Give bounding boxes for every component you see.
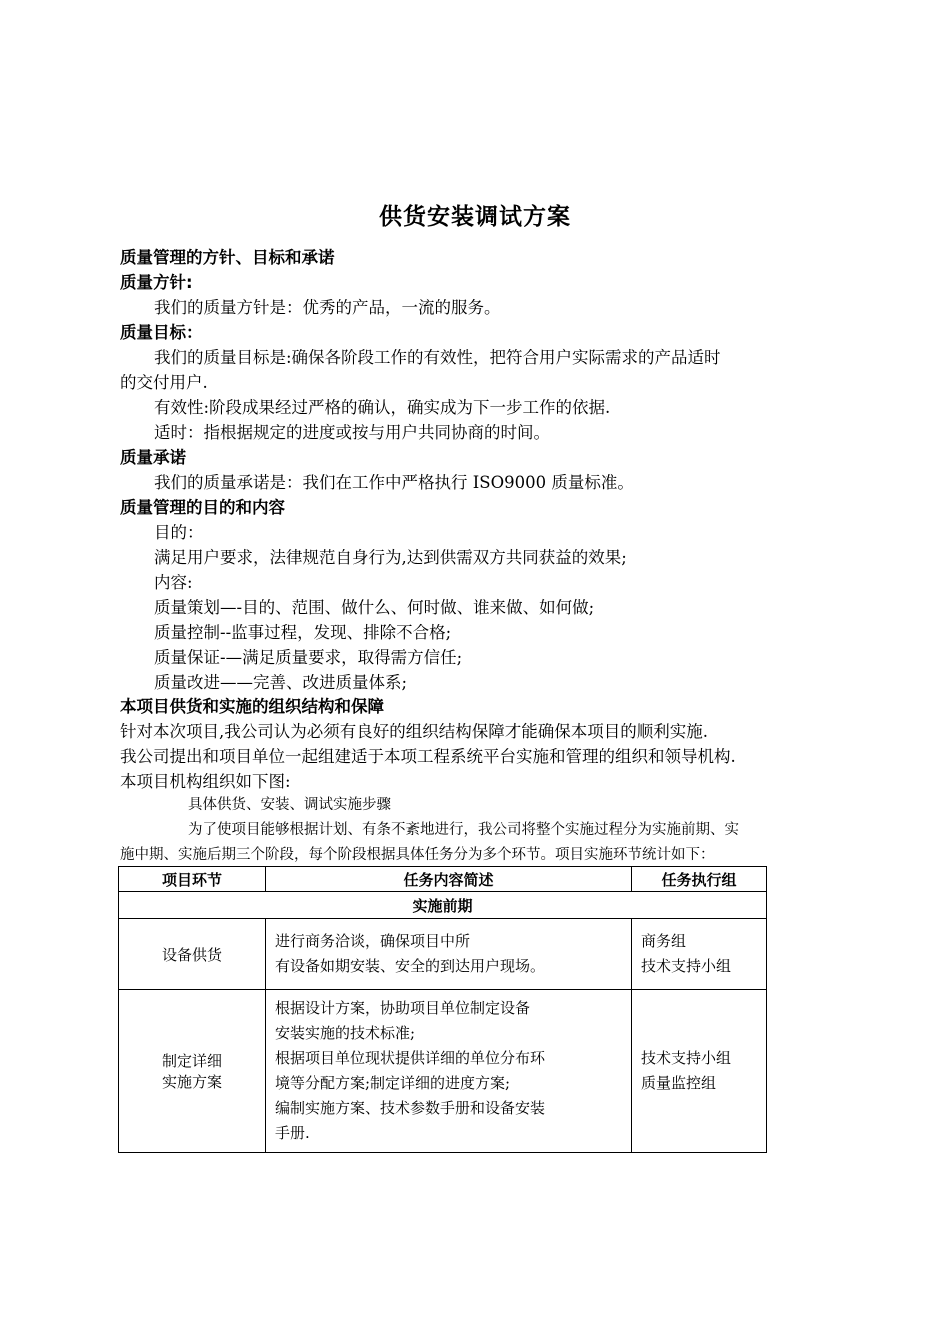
task-line: 有设备如期安装、安全的到达用户现场。	[275, 957, 546, 975]
group-cell	[632, 919, 767, 990]
section-heading-purpose-content: 质量管理的目的和内容	[120, 498, 285, 517]
commitment-text: 我们的质量承诺是：我们在工作中严格执行 ISO9000 质量标准。	[154, 473, 634, 492]
tasks-cell	[266, 919, 632, 990]
task-line: 手册.	[275, 1124, 310, 1142]
implementation-steps-table	[118, 866, 767, 1153]
header-step: 项目环节	[119, 867, 266, 892]
header-tasks: 任务内容简述	[266, 867, 632, 892]
task-line: 境等分配方案;制定详细的进度方案;	[275, 1074, 511, 1092]
tasks-cell	[266, 990, 632, 1153]
step-cell	[119, 990, 266, 1153]
table-row	[119, 919, 767, 990]
purpose-label: 目的：	[154, 523, 204, 542]
content-item: 质量改进——完善、改进质量体系;	[154, 673, 408, 692]
step-text: 设备供货	[161, 945, 222, 964]
group-line: 商务组	[641, 932, 687, 950]
steps-text-line-1: 为了使项目能够根据计划、有条不紊地进行，我公司将整个实施过程分为实施前期、实	[188, 822, 739, 838]
effectiveness-text: 有效性:阶段成果经过严格的确认，确实成为下一步工作的依据.	[154, 398, 611, 417]
policy-heading: 质量方针:	[120, 273, 193, 292]
section-heading-quality-management: 质量管理的方针、目标和承诺	[120, 248, 335, 267]
purpose-text: 满足用户要求，法律规范自身行为,达到供需双方共同获益的效果;	[154, 548, 627, 567]
table-row	[119, 990, 767, 1153]
task-line: 编制实施方案、技术参数手册和设备安装	[275, 1099, 546, 1117]
commitment-heading: 质量承诺	[120, 448, 186, 467]
group-line: 技术支持小组	[641, 957, 732, 975]
task-line: 根据设计方案，协助项目单位制定设备	[275, 999, 531, 1017]
step-text: 制定详细	[161, 1052, 222, 1070]
group-cell	[632, 990, 767, 1153]
organization-text-line-3: 本项目机构组织如下图:	[120, 772, 291, 791]
organization-text-line-2: 我公司提出和项目单位一起组建适于本项工程系统平台实施和管理的组织和领导机构.	[120, 747, 736, 766]
content-label: 内容:	[154, 573, 193, 592]
goal-heading: 质量目标：	[120, 323, 203, 342]
goal-text-line-1: 我们的质量目标是:确保各阶段工作的有效性，把符合用户实际需求的产品适时	[154, 348, 721, 367]
table-header-row	[119, 867, 767, 892]
group-line: 技术支持小组	[641, 1049, 732, 1067]
phase-label: 实施前期	[119, 892, 767, 919]
timeliness-text: 适时：指根据规定的进度或按与用户共同协商的时间。	[154, 423, 550, 442]
content-item: 质量保证-—满足质量要求，取得需方信任;	[154, 648, 463, 667]
content-item: 质量策划—-目的、范围、做什么、何时做、谁来做、如何做;	[154, 598, 595, 617]
content-item: 质量控制--监事过程，发现、排除不合格;	[154, 623, 452, 642]
step-cell	[119, 919, 266, 990]
task-line: 安装实施的技术标准;	[275, 1024, 416, 1042]
organization-text-line-1: 针对本次项目,我公司认为必须有良好的组织结构保障才能确保本项目的顺利实施.	[120, 722, 708, 741]
section-heading-organization: 本项目供货和实施的组织结构和保障	[120, 697, 384, 716]
header-group: 任务执行组	[632, 867, 767, 892]
goal-text-line-2: 的交付用户.	[120, 373, 208, 392]
steps-heading: 具体供货、安装、调试实施步骤	[188, 797, 391, 813]
policy-text: 我们的质量方针是：优秀的产品，一流的服务。	[154, 298, 501, 317]
document-title: 供货安装调试方案	[379, 204, 571, 230]
task-line: 根据项目单位现状提供详细的单位分布环	[275, 1049, 546, 1067]
steps-text-line-2: 施中期、实施后期三个阶段，每个阶段根据具体任务分为多个环节。项目实施环节统计如下：	[120, 847, 715, 863]
task-line: 进行商务洽谈，确保项目中所	[275, 932, 471, 950]
group-line: 质量监控组	[641, 1074, 717, 1092]
step-text: 实施方案	[161, 1073, 222, 1091]
phase-row	[119, 892, 767, 919]
